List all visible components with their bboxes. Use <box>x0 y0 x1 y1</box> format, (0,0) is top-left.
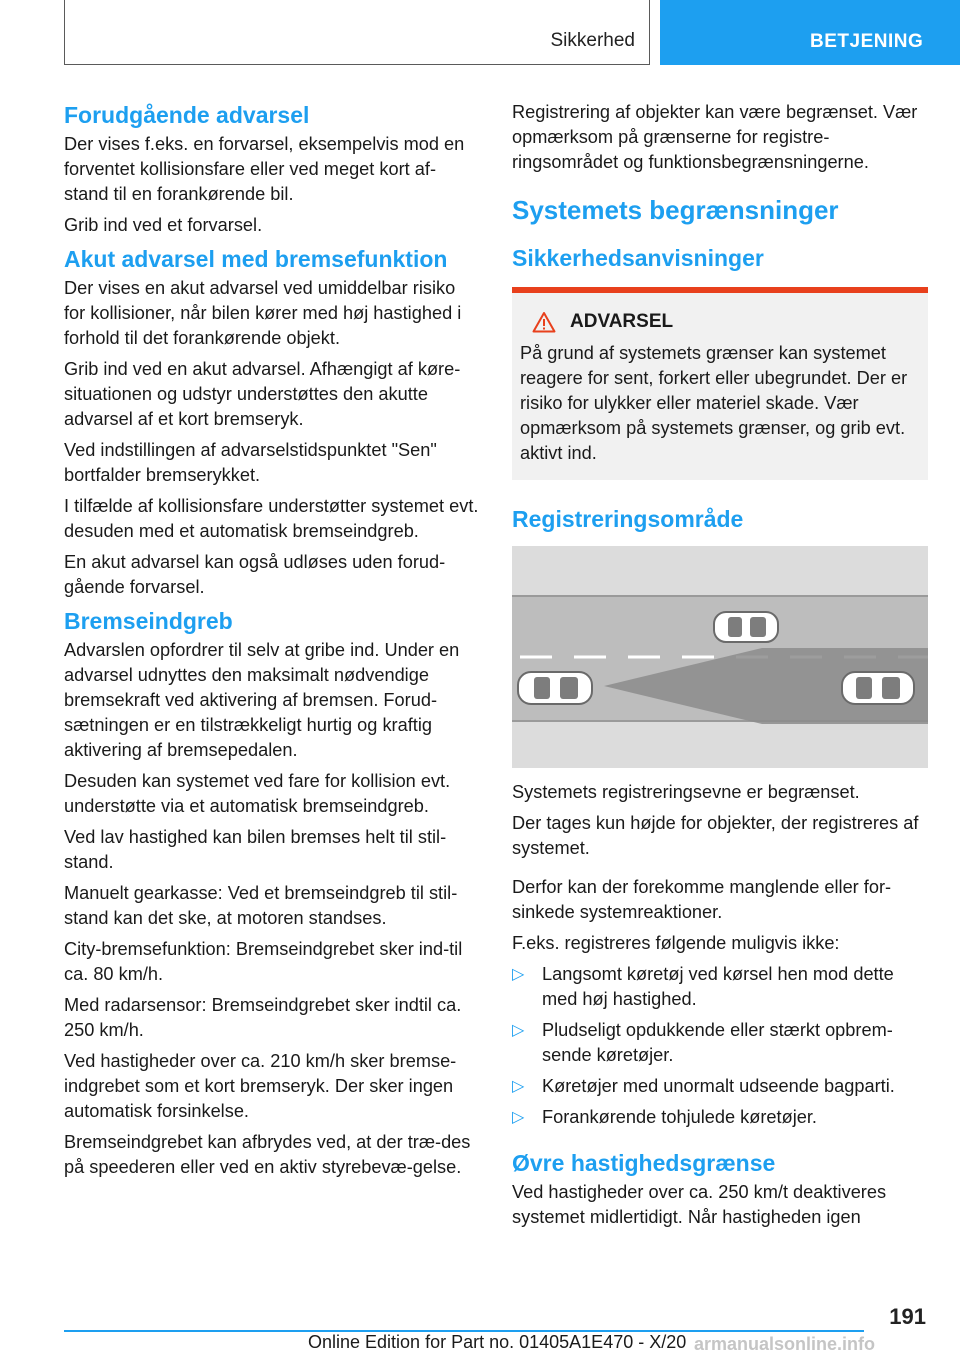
car-ahead-same-lane <box>842 672 914 704</box>
list-item: ▷ Pludseligt opdukkende eller stærkt opbrem-sende køretøjer. <box>512 1020 893 1065</box>
heading-detection-area: Registreringsområde <box>512 506 744 532</box>
heading-forward-warning: Forudgående advarsel <box>64 102 310 128</box>
header-chapter-title: BETJENING <box>810 31 924 52</box>
paragraph: Ved hastigheder over ca. 250 km/t deaktiveres systemet midlertidigt. Når hastigheden igen <box>512 1182 887 1227</box>
paragraph: Bremseindgrebet kan afbrydes ved, at der træ-des på speederen eller ved en aktiv styrebevæ-gelse. <box>64 1132 471 1177</box>
paragraph: Grib ind ved et forvarsel. <box>64 215 263 235</box>
paragraph: Registrering af objekter kan være begrænset. Vær opmærksom på grænserne for registre-ringsområdet og funktionsbegrænsningerne. <box>512 102 918 172</box>
header-section-title: Sikkerhed <box>550 30 635 51</box>
list-item: ▷ Køretøjer med unormalt udseende bagparti. <box>512 1074 928 1099</box>
warning-title-text: ADVARSEL <box>570 311 674 332</box>
watermark: armanualsonline.info <box>694 1334 876 1354</box>
header-chapter-tab <box>660 0 960 65</box>
paragraph: City-bremsefunktion: Bremseindgrebet sker ind-til ca. 80 km/h. <box>64 939 463 984</box>
paragraph: F.eks. registreres følgende muligvis ikke: <box>512 933 840 953</box>
triangle-bullet-icon: ▷ <box>512 1078 525 1095</box>
heading-safety-notes: Sikkerhedsanvisninger <box>512 245 764 271</box>
paragraph: Ved lav hastighed kan bilen bremses helt til stil-stand. <box>64 827 447 872</box>
detection-area-diagram <box>512 546 928 768</box>
triangle-bullet-icon: ▷ <box>512 966 525 983</box>
footer-edition-text: Online Edition for Part no. 01405A1E470 - X/20 <box>308 1332 687 1352</box>
paragraph: Derfor kan der forekomme manglende eller for-sinkede systemreaktioner. <box>512 877 892 922</box>
paragraph: Advarslen opfordrer til selv at gribe ind. Under en advarsel udnyttes den maksimalt nødvendige bremsekraft ved aktivering af bremsen. Forud-sætningen er en tilstrækkeligt hurtig og kraftig aktivering af bremsepedalen. <box>64 640 460 760</box>
list-item: ▷ Langsomt køretøj ved kørsel hen mod dette med høj hastighed. <box>512 964 894 1009</box>
paragraph: I tilfælde af kollisionsfare understøtter systemet evt. desuden med et automatisk bremseindgreb. <box>64 496 479 541</box>
road-illustration <box>512 546 928 768</box>
paragraph: Der vises f.eks. en forvarsel, eksempelvis mod en forventet kollisionsfare eller ved meget kort af-stand til en forankørende bil. <box>64 134 465 204</box>
car-front-lane <box>714 612 778 642</box>
paragraph: Ved indstillingen af advarselstidspunktet "Sen" bortfalder bremserykket. <box>64 440 437 485</box>
paragraph: En akut advarsel kan også udløses uden forud-gående forvarsel. <box>64 552 446 597</box>
paragraph: Grib ind ved en akut advarsel. Afhængigt af køre-situationen og udstyr understøttes den akutte advarsel af et kort bremseryk. <box>64 359 461 429</box>
undetected-objects-list <box>512 962 928 1130</box>
paragraph: Der tages kun højde for objekter, der registreres af systemet. <box>512 813 919 858</box>
car-ego <box>518 672 592 704</box>
paragraph: Manuelt gearkasse: Ved et bremseindgreb til stil-stand kan det ske, at motoren standses. <box>64 883 458 928</box>
paragraph: Der vises en akut advarsel ved umiddelbar risiko for kollisioner, når bilen kører med høj hastighed i forhold til det forankørende objekt. <box>64 278 462 348</box>
heading-acute-warning: Akut advarsel med bremsefunktion <box>64 246 448 272</box>
left-column <box>64 100 480 1186</box>
right-column <box>512 100 928 1236</box>
header-section-box <box>64 0 650 65</box>
warning-triangle-icon <box>532 311 556 333</box>
triangle-bullet-icon: ▷ <box>512 1109 525 1126</box>
page-number: 191 <box>889 1304 926 1329</box>
warning-text: På grund af systemets grænser kan systemet reagere for sent, forkert eller ubegrundet. Der er risiko for ulykker eller materiel skade. Vær opmærksom på systemets grænser, og grib evt. aktivt ind. <box>520 343 908 463</box>
paragraph: Systemets registreringsevne er begrænset. <box>512 782 860 802</box>
paragraph: Desuden kan systemet ved fare for kollision evt. understøtte via et automatisk bremseindgreb. <box>64 771 451 816</box>
warning-title <box>520 311 920 333</box>
heading-system-limits: Systemets begrænsninger <box>512 195 839 225</box>
paragraph: Ved hastigheder over ca. 210 km/h sker bremse-indgrebet som et kort bremseryk. Der sker ingen automatisk forsinkelse. <box>64 1051 457 1121</box>
paragraph: Med radarsensor: Bremseindgrebet sker indtil ca. 250 km/h. <box>64 995 462 1040</box>
heading-upper-speed-limit: Øvre hastighedsgrænse <box>512 1150 776 1176</box>
triangle-bullet-icon: ▷ <box>512 1022 525 1039</box>
heading-brake-intervention: Bremseindgreb <box>64 608 233 634</box>
warning-box <box>512 287 928 480</box>
list-item: ▷ Forankørende tohjulede køretøjer. <box>512 1105 928 1130</box>
